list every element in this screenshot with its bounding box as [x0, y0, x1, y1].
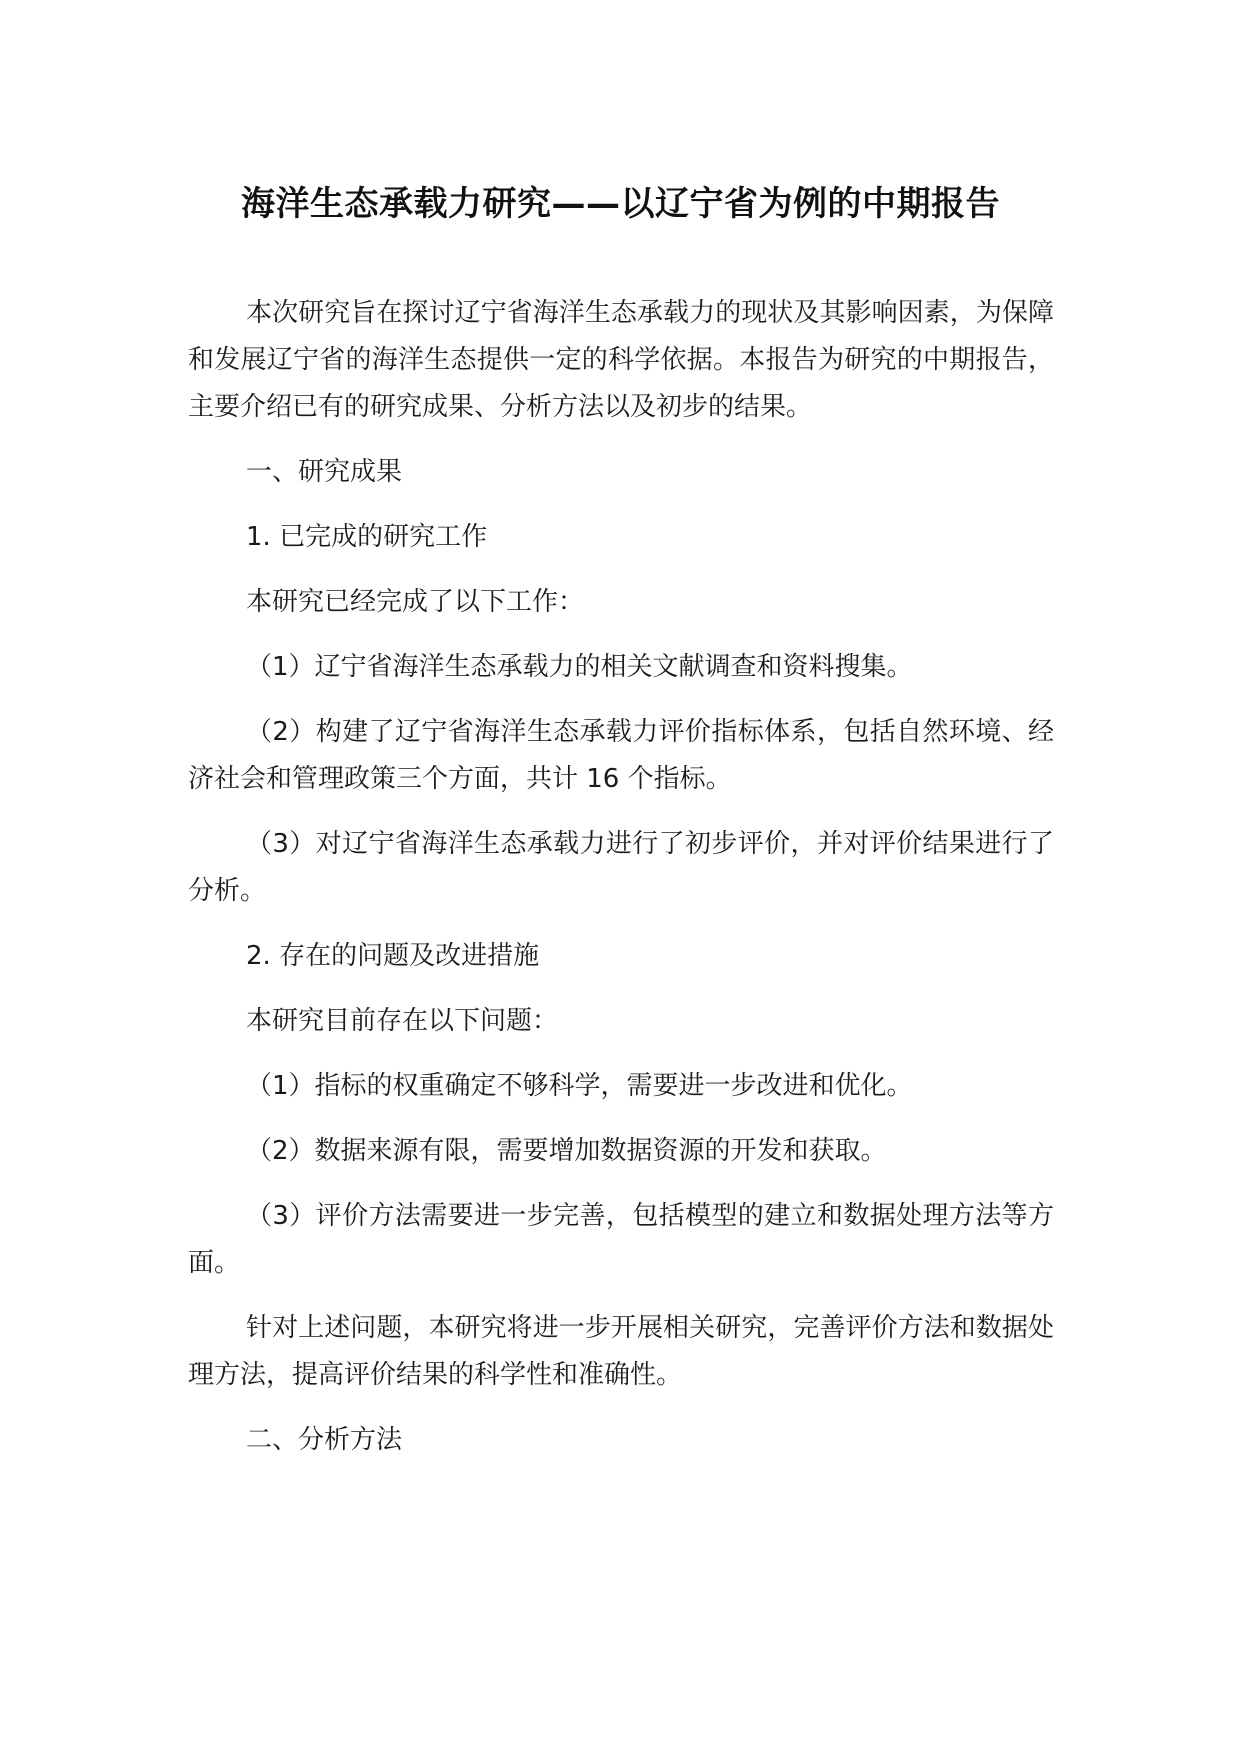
list-item-problem-1: （1）指标的权重确定不够科学，需要进一步改进和优化。	[246, 1071, 913, 1101]
paragraph-intro: 本次研究旨在探讨辽宁省海洋生态承载力的现状及其影响因素，为保障和发展辽宁省的海洋生态提供一定的科学依据。本报告为研究的中期报告，主要介绍已有的研究成果、分析方法以及初步的结果。	[188, 298, 1054, 422]
subheading-problems-improvements: 2. 存在的问题及改进措施	[246, 941, 540, 971]
document-body	[188, 290, 1054, 1482]
subheading-completed-work: 1. 已完成的研究工作	[246, 522, 488, 552]
paragraph-improvement-plan: 针对上述问题，本研究将进一步开展相关研究，完善评价方法和数据处理方法，提高评价结果的科学性和准确性。	[188, 1313, 1054, 1390]
list-item-completed-1: （1）辽宁省海洋生态承载力的相关文献调查和资料搜集。	[246, 652, 913, 682]
list-item-problem-3: （3）评价方法需要进一步完善，包括模型的建立和数据处理方法等方面。	[188, 1201, 1054, 1278]
list-item-problem-2: （2）数据来源有限，需要增加数据资源的开发和获取。	[246, 1136, 887, 1166]
document-title: 海洋生态承载力研究——以辽宁省为例的中期报告	[241, 184, 1000, 224]
list-item-completed-2: （2）构建了辽宁省海洋生态承载力评价指标体系，包括自然环境、经济社会和管理政策三个方面，共计 16 个指标。	[188, 717, 1054, 794]
section-heading-analysis-methods: 二、分析方法	[246, 1425, 403, 1455]
section-heading-research-results: 一、研究成果	[246, 457, 403, 487]
list-item-completed-3: （3）对辽宁省海洋生态承载力进行了初步评价，并对评价结果进行了分析。	[188, 829, 1054, 906]
paragraph-completed-work-intro: 本研究已经完成了以下工作：	[246, 587, 585, 617]
paragraph-problems-intro: 本研究目前存在以下问题：	[246, 1006, 559, 1036]
